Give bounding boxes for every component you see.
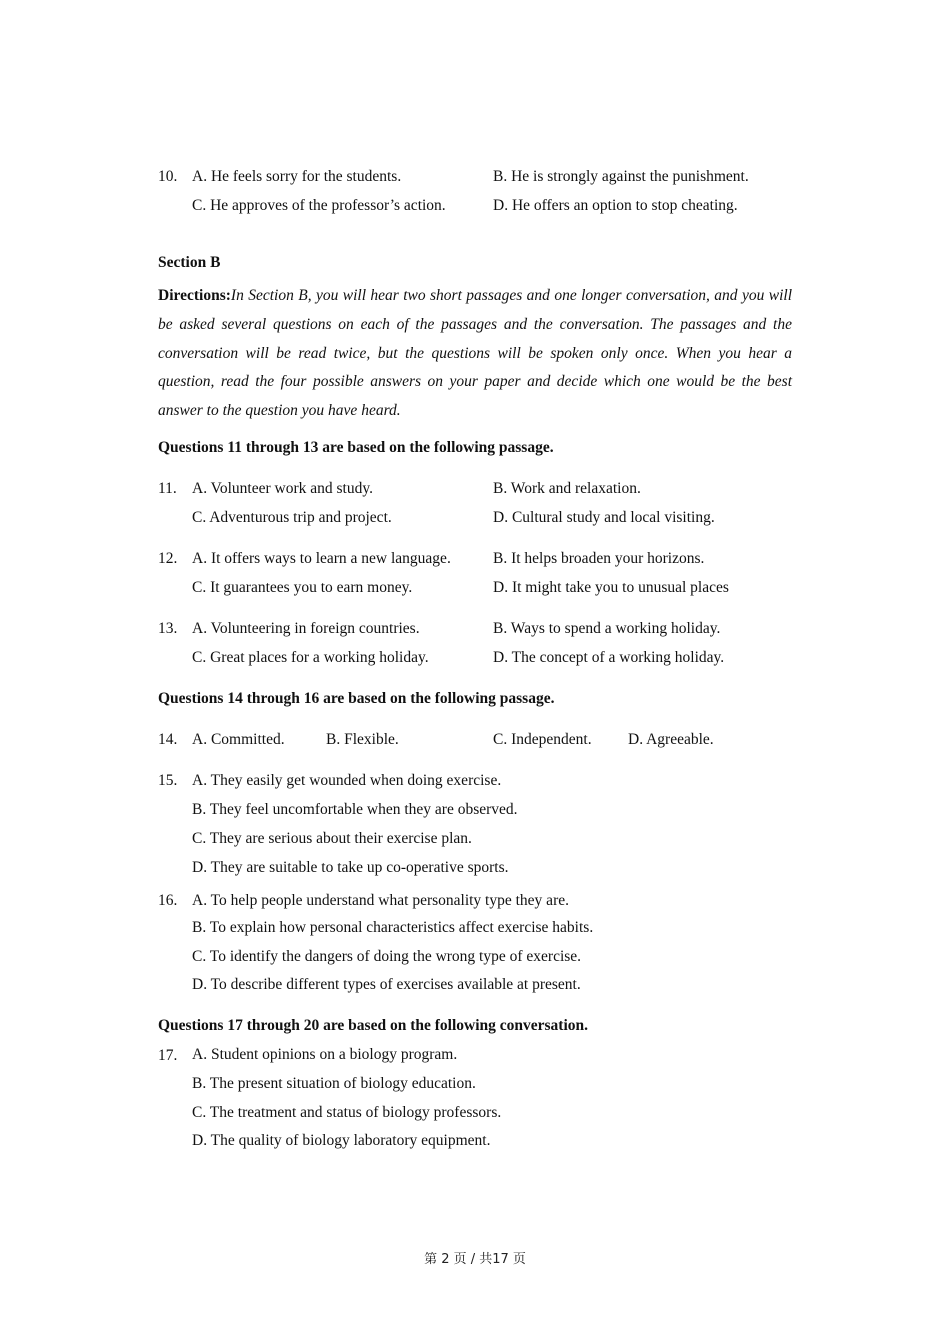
question-number: 11. (158, 480, 177, 497)
question-number: 13. (158, 620, 178, 637)
option-a: A. They easily get wounded when doing exercise. (192, 772, 502, 789)
option-c: C. It guarantees you to earn money. (192, 579, 413, 596)
option-c: C. Independent. (493, 731, 592, 748)
question-number: 17. (158, 1047, 178, 1064)
question-group-header: Questions 17 through 20 are based on the following conversation. (158, 1017, 589, 1034)
page-footer: 第 2 页 / 共17 页 (424, 1252, 526, 1267)
option-a: A. It offers ways to learn a new language. (192, 550, 451, 567)
option-c: C. They are serious about their exercise plan. (192, 830, 472, 847)
option-b: B. He is strongly against the punishment. (493, 168, 749, 185)
directions-text: In Section B, you will hear two short passages and one longer conversation, and you will be asked several questions on each of the passages and the conversation. The passages and the conversation will be read twice, but the questions will be spoken only once. When you hear a question, read the four possible answers on your paper and decide which one would be the best answer to the question you have heard. (158, 287, 792, 420)
option-d: D. He offers an option to stop cheating. (493, 197, 738, 214)
option-d: D. Cultural study and local visiting. (493, 509, 715, 526)
question-number: 14. (158, 731, 178, 748)
option-b: B. Work and relaxation. (493, 480, 641, 497)
option-d: D. To describe different types of exercises available at present. (192, 976, 581, 993)
option-c: C. He approves of the professor’s action. (192, 197, 446, 214)
question-number: 12. (158, 550, 178, 567)
question-group-header: Questions 14 through 16 are based on the following passage. (158, 690, 555, 707)
directions-label: Directions: (158, 287, 231, 304)
option-c: C. To identify the dangers of doing the wrong type of exercise. (192, 948, 582, 965)
option-a: A. Volunteering in foreign countries. (192, 620, 420, 637)
question-number: 16. (158, 892, 178, 909)
option-d: D. It might take you to unusual places (493, 579, 729, 596)
option-b: B. It helps broaden your horizons. (493, 550, 705, 567)
option-a: A. To help people understand what personality type they are. (192, 892, 569, 909)
option-a: A. Committed. (192, 731, 285, 748)
section-title: Section B (158, 254, 221, 271)
option-a: A. Student opinions on a biology program. (192, 1046, 458, 1063)
option-a: A. He feels sorry for the students. (192, 168, 402, 185)
option-c: C. Great places for a working holiday. (192, 649, 429, 666)
option-c: C. The treatment and status of biology professors. (192, 1104, 502, 1121)
option-a: A. Volunteer work and study. (192, 480, 373, 497)
question-group-header: Questions 11 through 13 are based on the following passage. (158, 439, 554, 456)
option-d: D. They are suitable to take up co-operative sports. (192, 859, 509, 876)
option-c: C. Adventurous trip and project. (192, 509, 392, 526)
option-b: B. Flexible. (326, 731, 399, 748)
option-b: B. They feel uncomfortable when they are observed. (192, 801, 518, 818)
section-directions (158, 282, 792, 426)
option-d: D. The quality of biology laboratory equipment. (192, 1132, 491, 1149)
option-d: D. The concept of a working holiday. (493, 649, 725, 666)
option-b: B. Ways to spend a working holiday. (493, 620, 721, 637)
option-d: D. Agreeable. (628, 731, 714, 748)
option-b: B. The present situation of biology education. (192, 1075, 476, 1092)
question-number: 15. (158, 772, 178, 789)
question-number: 10. (158, 168, 178, 185)
option-b: B. To explain how personal characteristics affect exercise habits. (192, 919, 594, 936)
